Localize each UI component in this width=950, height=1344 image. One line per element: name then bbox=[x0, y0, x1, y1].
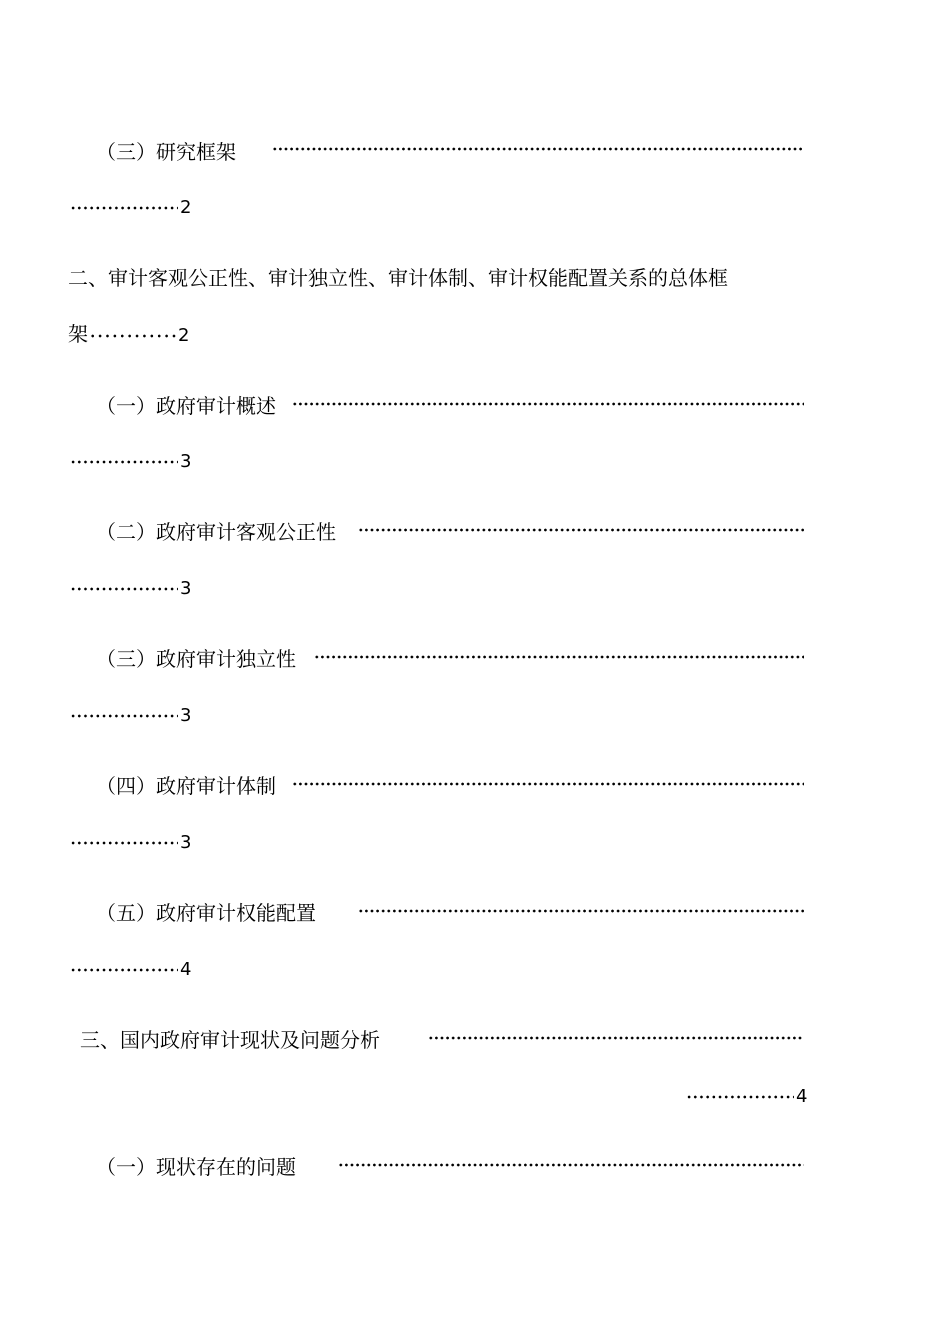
toc-page-number: 3 bbox=[180, 451, 192, 472]
toc-leader-dots bbox=[272, 147, 804, 151]
toc-entry-page bbox=[70, 831, 191, 855]
toc-page-number: 3 bbox=[180, 578, 192, 599]
toc-entry-title: （一）现状存在的问题 bbox=[96, 1155, 296, 1179]
toc-entry-page bbox=[70, 704, 191, 728]
toc-entry-title: 三、国内政府审计现状及问题分析 bbox=[80, 1028, 380, 1052]
toc-leader-dots bbox=[292, 782, 804, 786]
toc-entry-title: （三）政府审计独立性 bbox=[96, 647, 296, 671]
toc-leader-dots bbox=[70, 714, 178, 718]
toc-entry-title: （二）政府审计客观公正性 bbox=[96, 520, 336, 544]
toc-entry-page bbox=[70, 958, 191, 982]
toc-leader-dots bbox=[89, 334, 177, 338]
toc-entry-title: （五）政府审计权能配置 bbox=[96, 901, 316, 925]
toc-leader-dots bbox=[70, 206, 178, 210]
toc-leader-dots bbox=[70, 587, 178, 591]
toc-leader-dots bbox=[358, 528, 804, 532]
toc-leader-dots bbox=[70, 841, 178, 845]
toc-entry-title-tail: 架 bbox=[68, 322, 88, 346]
toc-page-number: 4 bbox=[796, 1086, 808, 1107]
toc-page-number: 2 bbox=[178, 325, 190, 346]
toc-entry-title: （三）研究框架 bbox=[96, 140, 236, 164]
toc-leader-dots bbox=[70, 968, 178, 972]
toc-leader-dots bbox=[428, 1036, 804, 1040]
toc-entry-page bbox=[70, 577, 191, 601]
toc-entry-page bbox=[70, 196, 191, 220]
toc-leader-dots bbox=[358, 909, 804, 913]
toc-entry-page bbox=[686, 1085, 807, 1109]
toc-page-number: 4 bbox=[180, 959, 192, 980]
toc-entry-title: 二、审计客观公正性、审计独立性、审计体制、审计权能配置关系的总体框 bbox=[68, 266, 728, 290]
toc-page-number: 2 bbox=[180, 197, 192, 218]
toc-leader-dots bbox=[70, 460, 178, 464]
toc-entry-title: （四）政府审计体制 bbox=[96, 774, 276, 798]
toc-leader-dots bbox=[338, 1163, 804, 1167]
toc-page-number: 3 bbox=[180, 832, 192, 853]
toc-leader-dots bbox=[686, 1095, 794, 1099]
toc-entry-title: （一）政府审计概述 bbox=[96, 394, 276, 418]
toc-leader-dots bbox=[314, 655, 804, 659]
toc-entry-title-continued bbox=[68, 320, 189, 350]
toc-page-number: 3 bbox=[180, 705, 192, 726]
toc-leader-dots bbox=[292, 402, 804, 406]
toc-entry-page bbox=[70, 450, 191, 474]
